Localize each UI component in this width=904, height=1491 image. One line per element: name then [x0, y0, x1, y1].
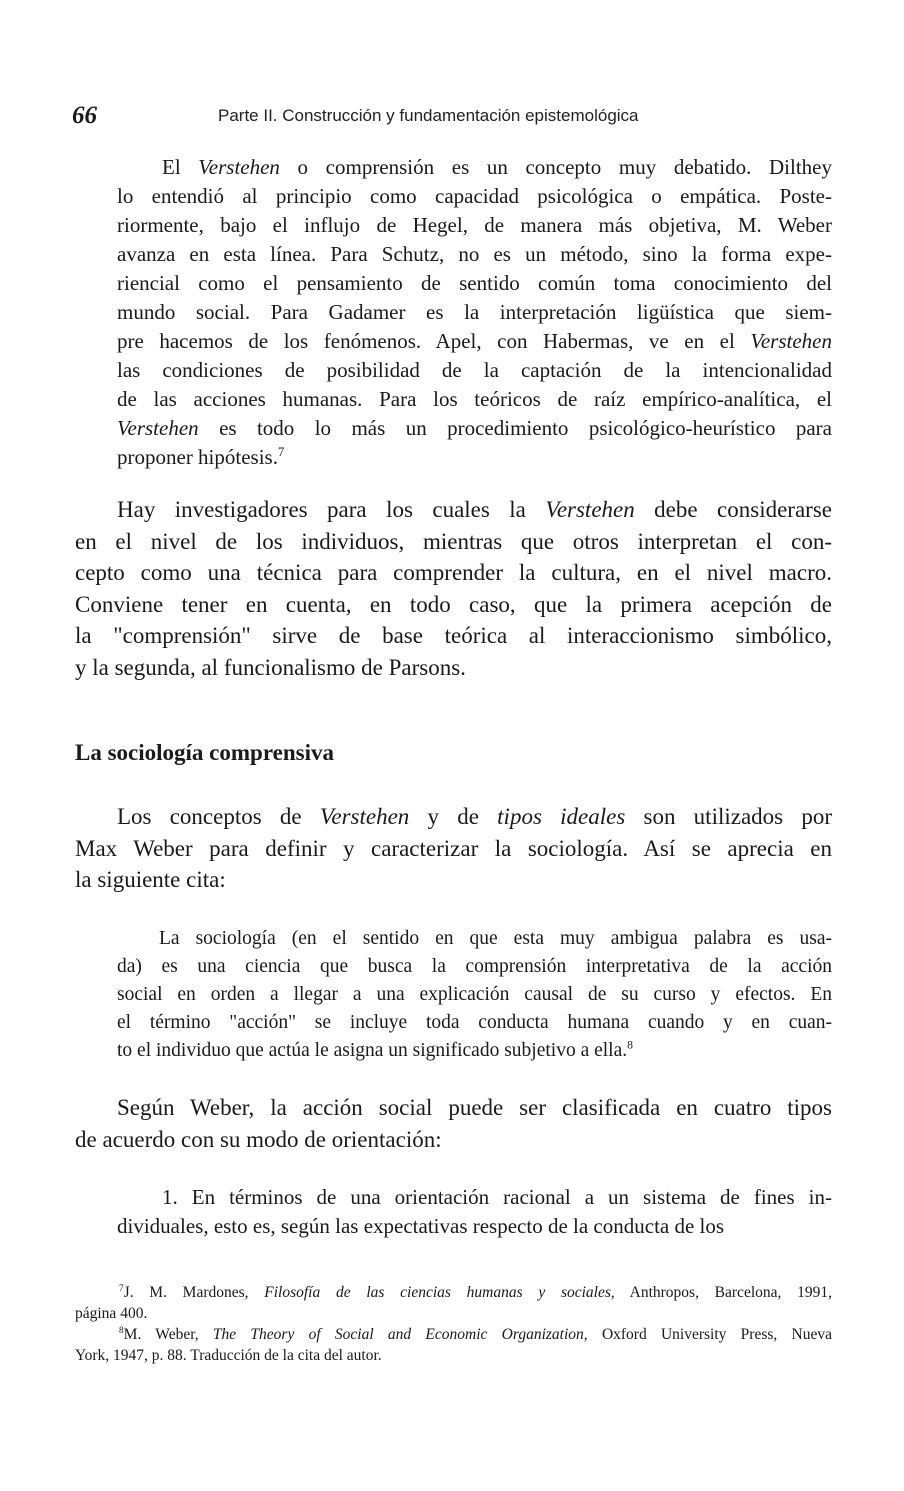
text-line: las condiciones de posibilidad de la captación de la intencionalidad — [117, 358, 832, 382]
text-line: social en orden a llegar a una explicación causal de su curso y efectos. En — [117, 984, 832, 1005]
text-line: dividuales, esto es, según las expectativas respecto de la conducta de los — [117, 1214, 725, 1238]
text-line: en el nivel de los individuos, mientras que otros interpretan el con- — [75, 528, 832, 554]
text-line: la "comprensión" sirve de base teórica al interaccionismo simbólico, — [75, 623, 832, 648]
text-line: riencial como el pensamiento de sentido común toma conocimiento del — [117, 271, 832, 295]
text-line: mundo social. Para Gadamer es la interpretación ligüística que siem- — [117, 300, 832, 324]
paragraph-verstehen-debate — [75, 153, 832, 472]
text-line: de las acciones humanas. Para los teóricos de raíz empírico-analítica, el — [117, 387, 832, 411]
paragraph-concepts — [75, 801, 832, 896]
text-line: Según Weber, la acción social puede ser clasificada en cuatro tipos — [117, 1095, 832, 1120]
text-line: El Verstehen o comprensión es un concepto muy debatido. Dilthey — [162, 155, 832, 179]
text-line: Hay investigadores para los cuales la Verstehen debe considerarse — [117, 497, 832, 522]
text-line: riormente, bajo el influjo de Hegel, de manera más objetiva, M. Weber — [117, 213, 832, 237]
text-line: 1. En términos de una orientación racional a un sistema de fines in- — [162, 1185, 832, 1209]
page-header — [72, 102, 832, 136]
text-line: to el individuo que actúa le asigna un significado subjetivo a ella.$^8$ — [117, 1038, 633, 1061]
text-line: el término "acción" se incluye toda conducta humana cuando y en cuan- — [117, 1012, 832, 1033]
text-line: $^7$J. M. Mardones, Filosofía de las ciencias humanas y sociales, Anthropos, Barcelona, 1991, — [119, 1283, 832, 1301]
page-number: 66 — [72, 102, 97, 129]
text-line: La sociología (en el sentido en que esta muy ambigua palabra es usa- — [159, 928, 832, 949]
text-line: $^8$M. Weber, The Theory of Social and Economic Organization, Oxford University Press, Nueva — [119, 1325, 832, 1343]
text-line: lo entendió al principio como capacidad psicológica o empática. Poste- — [117, 184, 832, 208]
paragraph-researchers — [75, 494, 832, 683]
text-line: cepto como una técnica para comprender la cultura, en el nivel macro. — [75, 560, 832, 585]
section-heading: La sociología comprensiva — [75, 740, 334, 765]
text-line: Los conceptos de Verstehen y de tipos ideales son utilizados por — [117, 804, 832, 829]
text-line: da) es una ciencia que busca la comprensión interpretativa de la acción — [117, 956, 832, 977]
text-line: la siguiente cita: — [75, 867, 226, 892]
paragraph-action-types — [75, 1092, 832, 1155]
text-line: de acuerdo con su modo de orientación: — [75, 1126, 442, 1152]
list-item-1 — [75, 1183, 832, 1241]
text-line: York, 1947, p. 88. Traducción de la cita del autor. — [75, 1347, 382, 1364]
text-line: página 400. — [75, 1305, 148, 1322]
text-line: y la segunda, al funcionalismo de Parsons. — [75, 654, 466, 680]
block-quotation — [117, 925, 832, 1065]
text-line: proponer hipótesis.$^7$ — [117, 445, 285, 469]
text-line: Verstehen es todo lo más un procedimiento psicológico-heurístico para — [117, 416, 832, 440]
footnotes — [75, 1282, 832, 1366]
text-line: Conviene tener en cuenta, en todo caso, que la primera acepción de — [75, 591, 832, 617]
running-head: Parte II. Construcción y fundamentación epistemológica — [218, 106, 639, 125]
text-line: avanza en esta línea. Para Schutz, no es un método, sino la forma expe- — [117, 242, 832, 266]
text-line: Max Weber para definir y caracterizar la sociología. Así se aprecia en — [75, 835, 832, 861]
text-line: pre hacemos de los fenómenos. Apel, con Habermas, ve en el Verstehen — [117, 329, 832, 353]
